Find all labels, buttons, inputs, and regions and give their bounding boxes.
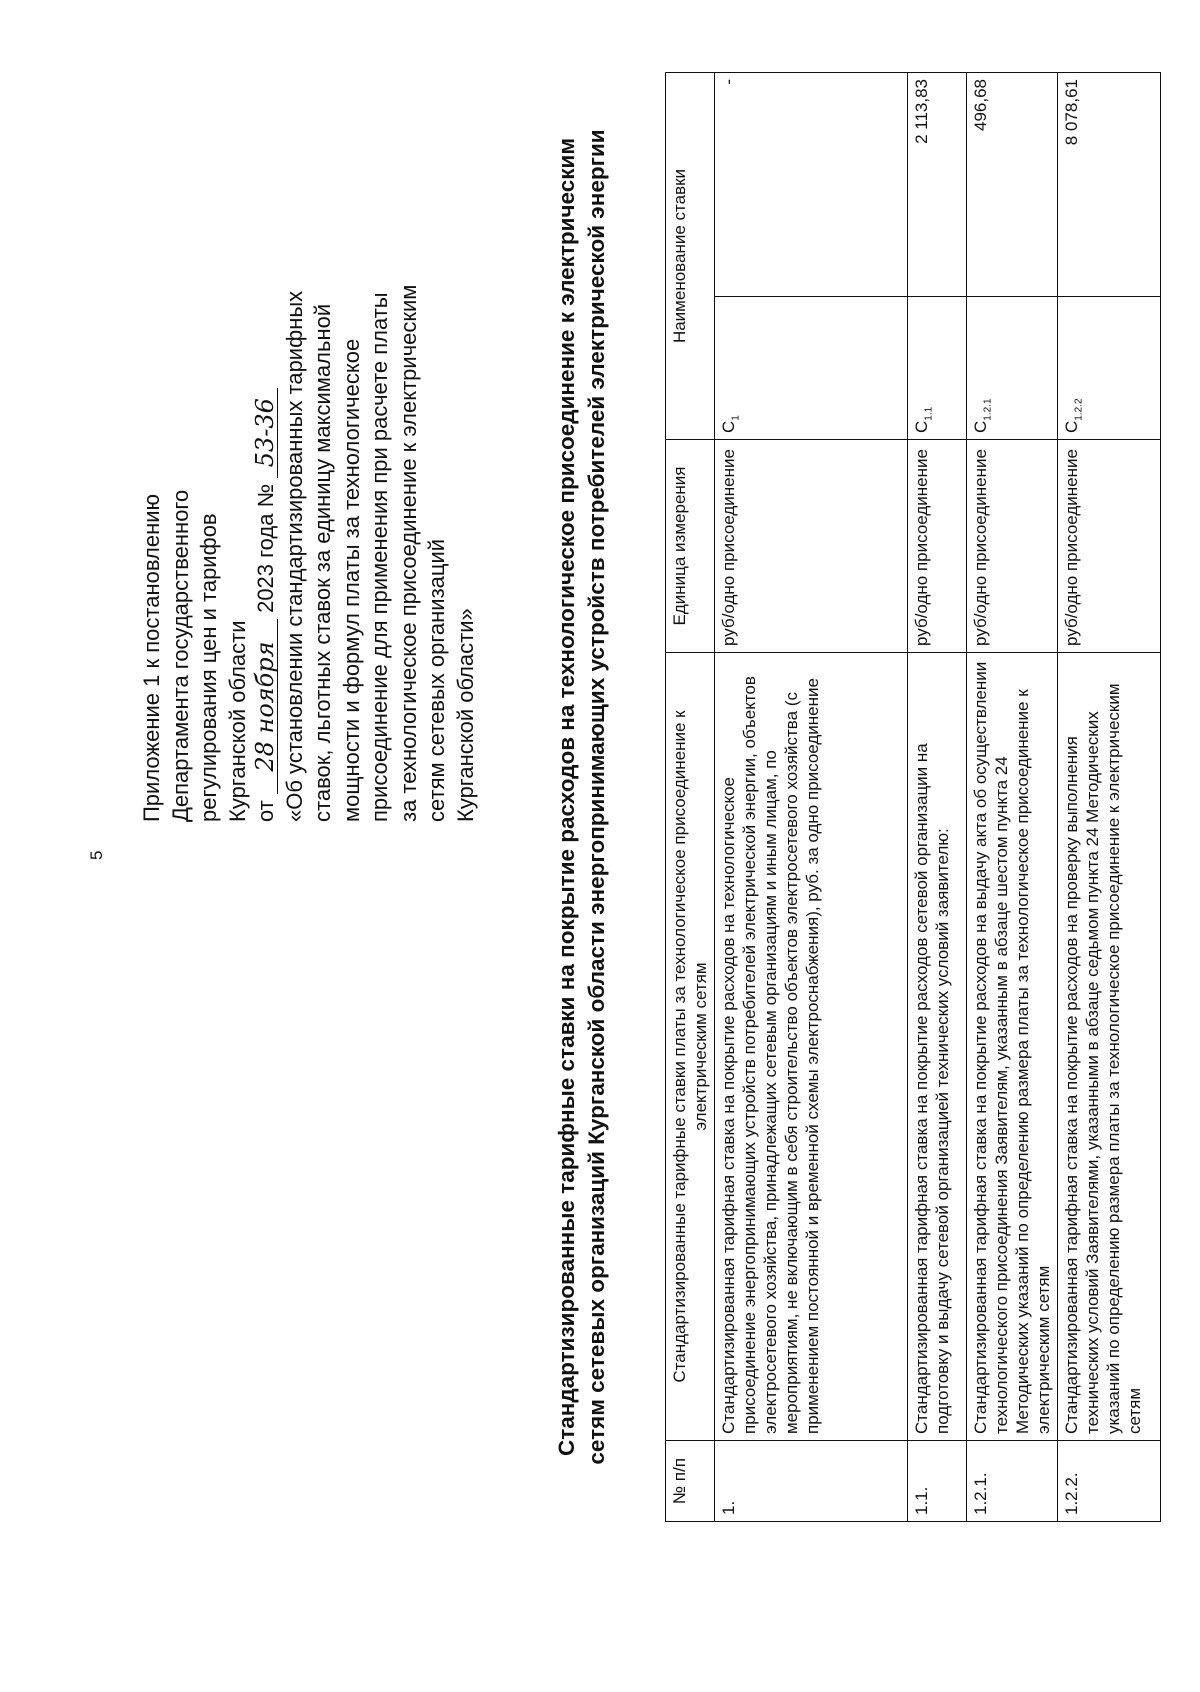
row-unit: руб/одно присоединение — [715, 440, 908, 653]
table-row — [967, 73, 1058, 1522]
appendix-desc-6: сетям сетевых организаций — [424, 538, 449, 822]
row-value: 8 078,61 — [1058, 73, 1161, 297]
handwritten-number: 53-36 — [253, 388, 278, 478]
header-no: № п/п — [666, 1441, 715, 1522]
row-symbol: $C_{1.2.2}$ — [1058, 297, 1161, 440]
table-row — [908, 73, 967, 1522]
appendix-desc-3: мощности и формул платы за технологическое — [338, 338, 364, 822]
handwritten-date: 28 ноября — [253, 619, 278, 794]
from-prefix: от — [253, 800, 278, 822]
row-desc: Стандартизированная тарифная ставка на покрытие расходов на выдачу акта об осуществлении технологического присоединения Заявителям, указанным в абзаце шестом пункта 24 Методических указаний по определению размера платы за технологическое присоединение к электрическим сетям — [967, 653, 1058, 1441]
appendix-line-2: Департамента государственного — [167, 489, 193, 822]
row-value: 2 113,83 — [908, 73, 967, 297]
title-line-2: сетям сетевых организаций Курганской области энергопринимающих устройств потребителей электрической энергии — [584, 129, 609, 1465]
row-no: 1.1. — [908, 1441, 967, 1522]
appendix-header — [138, 132, 480, 822]
appendix-line-4: Курганской области — [224, 620, 250, 822]
page-number: 5 — [87, 850, 106, 860]
row-no: 1.2.2. — [1058, 1441, 1161, 1522]
year-text: 2023 года № — [253, 483, 278, 613]
header-unit: Единица измерения — [666, 440, 715, 653]
appendix-desc-4: присоединение для применения при расчете платы — [367, 292, 392, 822]
appendix-line-1: Приложение 1 к постановлению — [139, 493, 164, 822]
row-unit: руб/одно присоединение — [908, 440, 967, 653]
row-symbol: $C_{1.1}$ — [908, 297, 967, 440]
appendix-desc-2: ставок, льготных ставок за единицу максимальной — [310, 303, 335, 822]
row-desc: Стандартизированная тарифная ставка на покрытие расходов на проверку выполнения технических условий Заявителями, указанными в абзаце седьмом пункта 24 Методических указаний по определению размера платы за технологическое присоединение к электрическим сетям — [1058, 653, 1161, 1441]
appendix-desc-1: «Об установлении стандартизированных тарифных — [281, 290, 307, 822]
row-no: 1.2.1. — [967, 1441, 1058, 1522]
row-unit: руб/одно присоединение — [967, 440, 1058, 653]
row-symbol: $C_{1.2.1}$ — [967, 297, 1058, 440]
row-symbol: $C_1$ — [715, 297, 908, 440]
row-unit: руб/одно присоединение — [1058, 440, 1161, 653]
appendix-desc-5: за технологическое присоединение к электрическим — [395, 284, 421, 822]
appendix-desc-7: Курганской области» — [452, 608, 478, 822]
rates-table — [665, 72, 1161, 1522]
table-header-row — [666, 73, 715, 1522]
title-line-1: Стандартизированные тарифные ставки на покрытие расходов на технологическое присоединение к электрическим — [554, 138, 579, 1456]
appendix-line-3: регулирования цен и тарифов — [196, 513, 221, 822]
row-value: 496,68 — [967, 73, 1058, 297]
document-title — [552, 72, 612, 1522]
row-value: - — [715, 73, 908, 297]
table-row — [715, 73, 908, 1522]
table-row — [1058, 73, 1161, 1522]
row-no: 1. — [715, 1441, 908, 1522]
header-name: Наименование ставки — [666, 73, 715, 440]
appendix-date-line — [252, 132, 281, 822]
row-desc: Стандартизированная тарифная ставка на покрытие расходов сетевой организации на подготовку и выдачу сетевой организацией технических условий заявителю: — [908, 653, 967, 1441]
row-desc: Стандартизированная тарифная ставка на покрытие расходов на технологическое присоединение энергопринимающих устройств потребителей электрической энергии, объектов электросетевого хозяйства, принадлежащих сетевым организациям и иным лицам, по мероприятиям, не включающим в себя строительство объектов электросетевого хозяйства (с применением постоянной и временной схемы электроснабжения), руб. за одно присоединение — [715, 653, 908, 1441]
header-desc: Стандартизированные тарифные ставки платы за технологическое присоединение к электрическим сетям — [666, 653, 715, 1441]
